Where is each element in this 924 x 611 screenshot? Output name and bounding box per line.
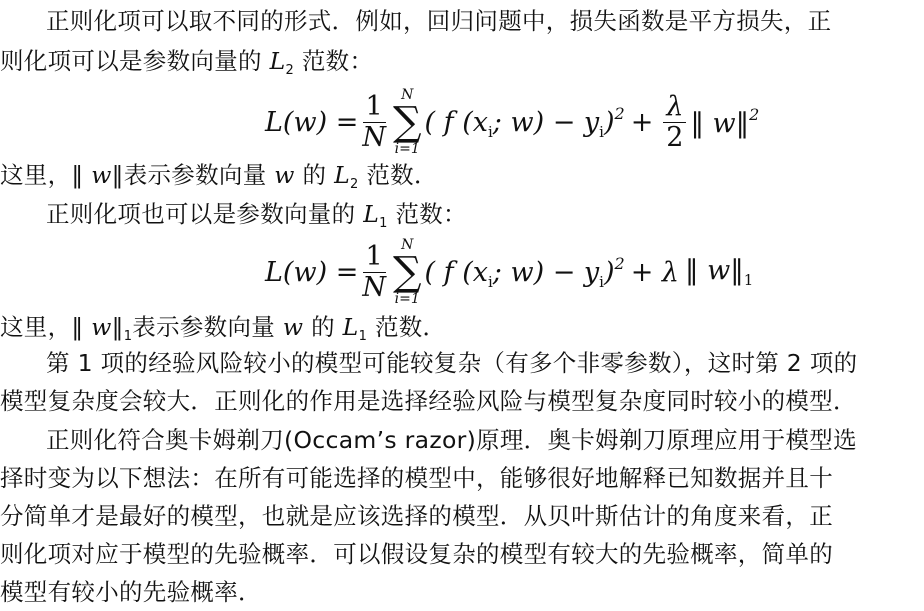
- eq2-square: 2: [614, 253, 625, 273]
- eq1-sum-bot: i=1: [394, 141, 420, 157]
- norm-subscript-2: 2: [285, 63, 295, 78]
- para5-line2: 模型复杂度会较大．正则化的作用是选择经验风险与模型复杂度同时较小的模型．: [0, 387, 857, 415]
- para4-l: L: [342, 313, 359, 341]
- para4-line: [0, 312, 446, 352]
- para2-sub-2: 2: [350, 177, 359, 192]
- para2-norm: ‖ w‖: [71, 161, 124, 189]
- eq1-fraction: [362, 92, 386, 153]
- para1-line2-suffix: 范数：: [301, 47, 374, 75]
- eq2-plus-lambda: + λ: [630, 256, 680, 288]
- eq1-body-c: ): [603, 106, 615, 138]
- para2-line: [0, 160, 438, 200]
- para1-line1: 正则化项可以取不同的形式．例如，回归问题中，损失函数是平方损失，正: [46, 7, 832, 35]
- para6-line2: 择时变为以下想法：在所有可能选择的模型中，能够很好地解释已知数据并且十: [0, 464, 833, 492]
- para4-w: w: [282, 313, 304, 341]
- para4-mid: 表示参数向量: [132, 313, 276, 341]
- eq1-body-a: ( f (x: [424, 106, 488, 138]
- eq2-summation: [393, 238, 422, 306]
- para1-line2-prefix: 则化项可以是参数向量的: [0, 47, 262, 75]
- eq2-fraction: [362, 242, 386, 303]
- para2-de: 的: [302, 161, 327, 189]
- para4-prefix: 这里，: [0, 313, 72, 341]
- para3-prefix: 正则化项也可以是参数向量的: [46, 200, 356, 228]
- eq1-plus: +: [630, 106, 654, 138]
- eq1-norm-sup: 2: [749, 105, 760, 124]
- eq2-sum-bot: i=1: [394, 291, 420, 307]
- eq1-frac-den: N: [362, 121, 386, 153]
- eq1-norm-text: ‖ w‖: [690, 108, 750, 139]
- para3-suffix: 范数：: [395, 200, 467, 228]
- eq2-body-c: ): [603, 256, 615, 288]
- para2-suffix: 范数．: [366, 161, 438, 189]
- para4-norm-sub: 1: [123, 329, 133, 344]
- eq2-body: [425, 254, 625, 291]
- para3-sub-1: 1: [379, 216, 388, 231]
- para4-suffix: 范数．: [374, 313, 447, 341]
- eq1-body-b: ; w) − y: [492, 106, 600, 138]
- para2-prefix: 这里，: [0, 161, 72, 189]
- equation-l1: [265, 230, 753, 314]
- para6-line5: 模型有较小的先验概率．: [0, 578, 262, 606]
- eq1-sub-i: i: [487, 122, 493, 141]
- eq2-sub-i: i: [487, 272, 493, 291]
- eq1-norm: [690, 105, 759, 139]
- eq2-norm-sub: 1: [743, 271, 754, 289]
- eq2-norm-text: ‖ w‖: [685, 255, 744, 286]
- para6-line1: 正则化符合奥卡姆剃刀(Occam’s razor)原理．奥卡姆剃刀原理应用于模型选: [46, 426, 857, 454]
- eq1-sigma: ∑: [392, 99, 422, 145]
- eq1-frac-num: 1: [363, 92, 386, 123]
- para2-mid: 表示参数向量: [123, 161, 267, 189]
- para6-line3: 分简单才是最好的模型，也就是应该选择的模型．从贝叶斯估计的角度来看，正: [0, 502, 833, 530]
- para6-line4: 则化项对应于模型的先验概率．可以假设复杂的模型有较大的先验概率，简单的: [0, 540, 833, 568]
- eq2-frac-num: 1: [363, 242, 386, 273]
- para4-de: 的: [311, 313, 335, 341]
- eq1-square: 2: [614, 103, 625, 123]
- eq2-sub-i2: i: [599, 272, 604, 291]
- para4-norm: ‖ w‖: [71, 313, 124, 341]
- eq2-body-a: ( f (x: [424, 256, 488, 288]
- eq1-lambda: λ: [663, 92, 686, 123]
- eq2-sum-top: N: [401, 237, 414, 253]
- eq2-lhs: L(w) =: [265, 256, 359, 288]
- eq2-frac-den: N: [362, 271, 386, 303]
- eq2-norm: [685, 255, 753, 289]
- para2-w: w: [274, 161, 295, 189]
- eq1-lhs: L(w) =: [265, 106, 359, 138]
- para3-l: L: [363, 200, 380, 228]
- eq1-lambda-den: 2: [666, 121, 684, 153]
- eq1-lambda-fraction: [663, 92, 686, 153]
- eq1-summation: [393, 88, 422, 156]
- eq2-sigma: ∑: [392, 249, 422, 295]
- eq1-sub-i2: i: [599, 122, 604, 141]
- para2-l: L: [334, 161, 350, 189]
- eq1-body: [425, 104, 625, 141]
- eq1-sum-top: N: [401, 87, 414, 103]
- equation-l2: [265, 80, 759, 164]
- norm-symbol-l: L: [269, 47, 286, 75]
- para5-line1: 第 1 项的经验风险较小的模型可能较复杂（有多个非零参数），这时第 2 项的: [46, 349, 858, 377]
- para4-sub-1: 1: [358, 329, 368, 344]
- eq2-body-b: ; w) − y: [492, 256, 600, 288]
